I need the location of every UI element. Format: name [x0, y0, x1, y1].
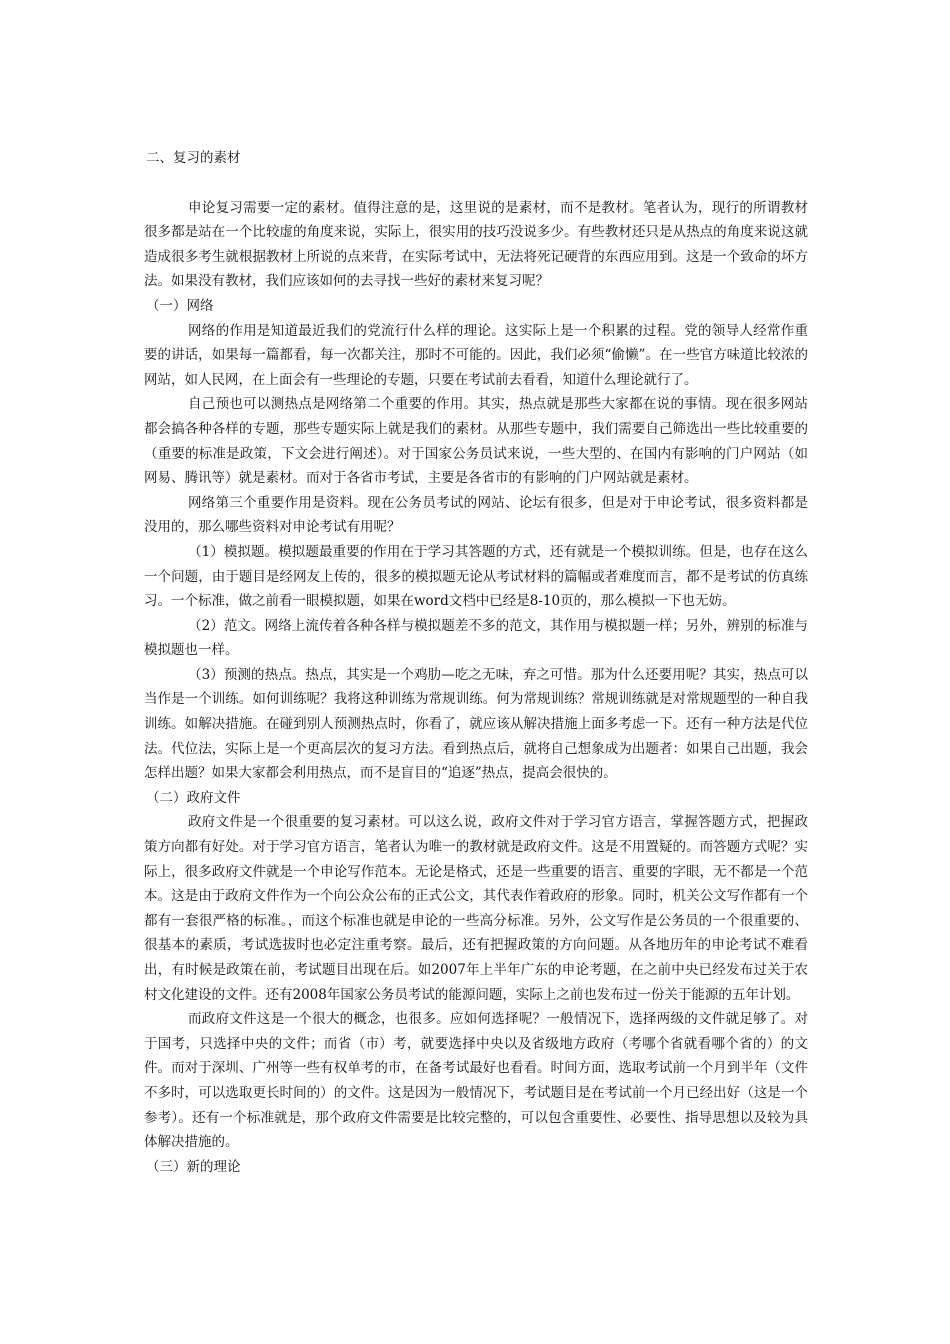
section-heading: 二、复习的素材 [146, 150, 241, 166]
network-paragraph-3: 网络第三个重要作用是资料。现在公务员考试的网站、论坛有很多，但是对于申论考试，很多资料都是没用的，那么哪些资料对申论考试有用呢？ [144, 494, 808, 536]
document-body [144, 146, 808, 1179]
subsection-title-new-theory: （三）新的理论 [146, 1158, 241, 1175]
network-paragraph-2: 自己预也可以测热点是网络第二个重要的作用。其实，热点就是那些大家都在说的事情。现在很多网站都会搞各种各样的专题，那些专题实际上就是我们的素材。从那些专题中，我们需要自己筛选出一些比较重要的（重要的标准是政策，下文会进行阐述）。对于国家公务员试来说，一些大型的、在国内有影响的门户网站（如网易、腾讯等）就是素材。而对于各省市考试，主要是各省市的有影响的门户网站就是素材。 [144, 396, 808, 487]
government-paragraph-2: 而政府文件这是一个很大的概念，也很多。应如何选择呢？一般情况下，选择两级的文件就足够了。对于国考，只选择中央的文件；而省（市）考，就要选择中央以及省级地方政府（考哪个省就看哪个省的）的文件。而对于深圳、广州等一些有权单考的市，在备考试最好也看看。时间方面，选取考试前一个月到半年（文件不多时，可以选取更长时间的）的文件。这是因为一般情况下，考试题目是在考试前一个月已经出好（这是一个参考）。还有一个标准就是，那个政府文件需要是比较完整的，可以包含重要性、必要性、指导思想以及较为具体解决措施的。 [144, 1011, 808, 1151]
intro-paragraph: 申论复习需要一定的素材。值得注意的是，这里说的是素材，而不是教材。笔者认为，现行的所谓教材很多都是站在一个比较虚的角度来说，实际上，很实用的技巧没说多少。有些教材还只是从热点的角度来说这就造成很多考生就根据教材上所说的点来背，在实际考试中，无法将死记硬背的东西应用到。这是一个致命的坏方法。如果没有教材，我们应该如何的去寻找一些好的素材来复习呢？ [144, 199, 808, 290]
network-item-model-essays: （2）范文。网络上流传着各种各样与模拟题差不多的范文，其作用与模拟题一样；另外，辨别的标准与模拟题也一样。 [144, 617, 808, 659]
government-paragraph-1: 政府文件是一个很重要的复习素材。可以这么说，政府文件对于学习官方语言，掌握答题方式，把握政策方向都有好处。对于学习官方语言，笔者认为唯一的教材就是政府文件。这是不用置疑的。而答题方式呢？实际上，很多政府文件就是一个申论写作范本。无论是格式，还是一些重要的语言、重要的字眼，无不都是一个范本。这是由于政府文件作为一个向公众公布的正式公文，其代表作着政府的形象。同时，机关公文写作都有一个都有一套很严格的标准。，而这个标准也就是申论的一些高分标准。另外，公文写作是公务员的一个很重要的、很基本的素质，考试选拔时也必定注重考察。最后，还有把握政策的方向问题。从各地历年的申论考试不难看出，有时候是政策在前，考试题目出现在后。如2007年上半年广东的申论考题，在之前中央已经发布过关于农村文化建设的文件。还有2008年国家公务员考试的能源问题，实际上之前也发布过一份关于能源的五年计划。 [144, 814, 808, 1003]
subsection-title-government-docs: （二）政府文件 [146, 789, 241, 806]
network-item-mock-exams: （1）模拟题。模拟题最重要的作用在于学习其答题的方式，还有就是一个模拟训练。但是，也存在这么一个问题，由于题目是经网友上传的，很多的模拟题无论从考试材料的篇幅或者难度而言，都不是考试的仿真练习。一个标准，做之前看一眼模拟题，如果在word文档中已经是8-10页的，那么模拟一下也无妨。 [144, 543, 808, 610]
network-paragraph-1: 网络的作用是知道最近我们的党流行什么样的理论。这实际上是一个积累的过程。党的领导人经常作重要的讲话，如果每一篇都看，每一次都关注，那时不可能的。因此，我们必须“偷懒”。在一些官方味道比较浓的网站，如人民网，在上面会有一些理论的专题，只要在考试前去看看，知道什么理论就行了。 [144, 322, 808, 388]
network-item-predicted-hotspots: （3）预测的热点。热点，其实是一个鸡肋—吃之无味，弃之可惜。那为什么还要用呢？其实，热点可以当作是一个训练。如何训练呢？我将这种训练为常规训练。何为常规训练？常规训练就是对常规题型的一种自我训练。如解决措施。在碰到别人预测热点时，你看了，就应该从解决措施上面多考虑一下。还有一种方法是代位法。代位法，实际上是一个更高层次的复习方法。看到热点后，就将自己想象成为出题者：如果自己出题，我会怎样出题？如果大家都会利用热点，而不是盲目的“追逐”热点，提高会很快的。 [144, 666, 808, 782]
subsection-title-network: （一）网络 [146, 297, 214, 314]
spacer [144, 171, 808, 196]
